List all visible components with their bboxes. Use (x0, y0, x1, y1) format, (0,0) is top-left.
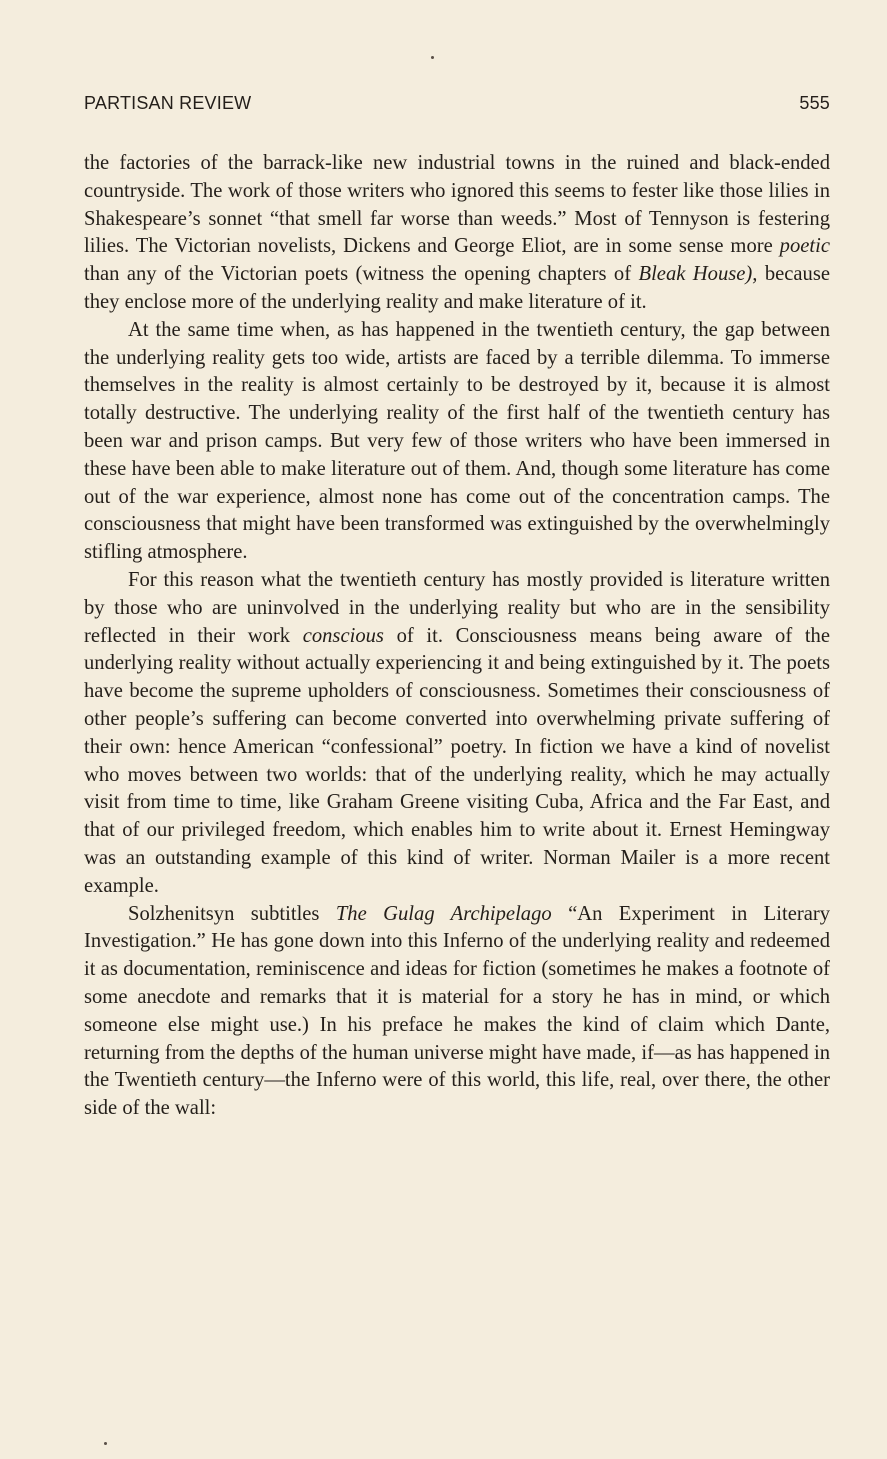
italic-run: conscious (302, 624, 384, 647)
paragraph-2 (84, 317, 830, 567)
journal-title: PARTISAN REVIEW (84, 93, 252, 113)
italic-run: Bleak House), (638, 263, 758, 286)
text-run: than any of the Victorian poets (witness the opening chapters of (84, 263, 639, 286)
text-run: “An Experiment in Literary Investigation.” He has gone down into this Inferno of the underlying reality and redeemed it as documentation, reminiscence and ideas for fiction (sometimes he makes a footnote of some anecdote and remarks that it is material for a story he has in mind, or which someone else might use.) In his preface he makes the kind of claim which Dante, returning from the depths of the human universe might have made, if—as has happened in the Twentieth century—the Inferno were of this world, this life, real, over there, the other side of the wall: (84, 902, 830, 1120)
paragraph-1 (84, 150, 830, 317)
page-number: 555 (799, 93, 830, 113)
print-speck (431, 56, 434, 59)
body-text (84, 150, 830, 1123)
print-speck (104, 1442, 107, 1445)
text-run: of it. Consciousness means being aware of the underlying reality without actually experiencing it and being extinguished by it. The poets have become the supreme upholders of consciousness. Sometimes their consciousness of other people’s suffering can become converted into overwhelming private suffering of their own: hence American “confessional” poetry. In fiction we have a kind of novelist who moves between two worlds: that of the underlying reality, which he may actually visit from time to time, like Graham Greene visiting Cuba, Africa and the Far East, and that of our privileged freedom, which enables him to write about it. Ernest Hemingway was an outstanding example of this kind of writer. Norman Mailer is a more recent example. (84, 624, 830, 897)
text-run: the factories of the barrack-like new industrial towns in the ruined and black-ended countryside. The work of those writers who ignored this seems to fester like those lilies in Shakespeare’s sonnet “that smell far worse than weeds.” Most of Tennyson is festering lilies. The Victorian novelists, Dickens and George Eliot, are in some sense more (84, 152, 830, 258)
running-head (84, 93, 830, 117)
italic-run: The Gulag Archipelago (335, 902, 552, 925)
text-run: because they enclose more of the underlying reality and make literature of it. (84, 263, 830, 313)
italic-run: poetic (779, 235, 830, 258)
text-run: Solzhenitsyn subtitles (128, 902, 336, 925)
text-run: For this reason what the twentieth century has mostly provided is literature written by those who are uninvolved in the underlying reality but who are in the sensibility reflected in their work (84, 568, 830, 647)
text-run: At the same time when, as has happened in the twentieth century, the gap between the underlying reality gets too wide, artists are faced by a terrible dilemma. To immerse themselves in the reality is almost certainly to be destroyed by it, because it is almost totally destructive. The underlying reality of the first half of the twentieth century has been war and prison camps. But very few of those writers who have been immersed in these have been able to make literature out of them. And, though some literature has come out of the war experience, almost none has come out of the concentration camps. The consciousness that might have been transformed was extinguished by the overwhelmingly stifling atmosphere. (84, 318, 830, 564)
paragraph-3 (84, 567, 830, 901)
paragraph-4 (84, 901, 830, 1123)
